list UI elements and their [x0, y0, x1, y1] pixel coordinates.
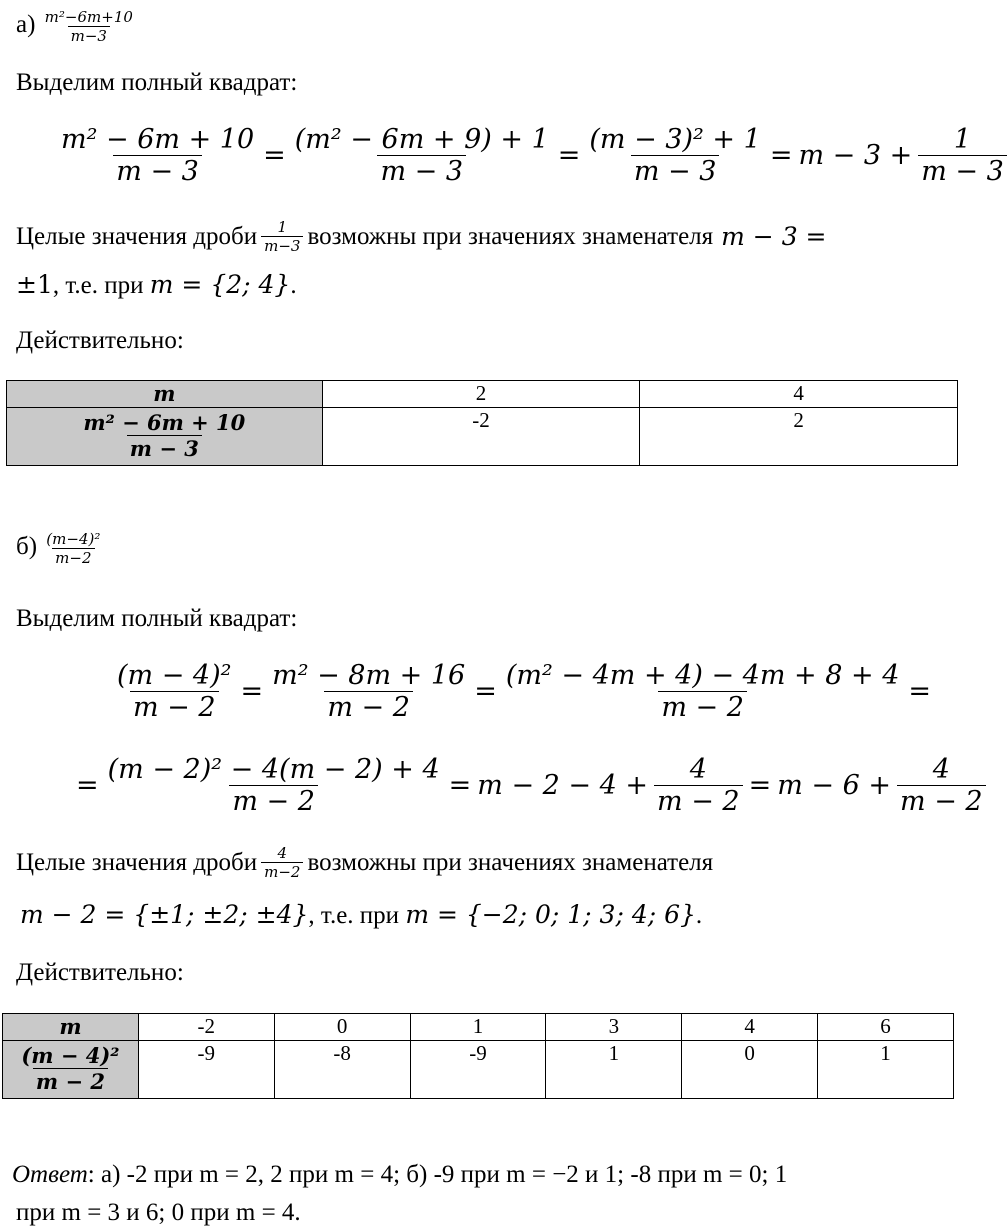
part-b-title-fraction	[43, 530, 103, 567]
table-cell: 2	[322, 381, 640, 408]
fraction-numerator: (m² − 4m + 4) − 4m + 8 + 4	[505, 660, 900, 691]
fraction-denominator: m − 3	[631, 155, 720, 187]
table-cell: 1	[410, 1014, 546, 1041]
fraction-numerator: m² − 6m + 10	[61, 124, 255, 155]
fraction-denominator: m − 2	[229, 785, 318, 817]
table-cell: 2	[640, 408, 958, 466]
fraction-denominator: m − 2	[658, 691, 747, 723]
paragraph-text: Целые значения дроби	[16, 848, 258, 876]
fraction-numerator: m²−6m+10	[44, 8, 133, 26]
table-cell: -2	[322, 408, 640, 466]
table-header-cell	[7, 408, 323, 466]
fraction-numerator: (m−4)²	[46, 530, 101, 548]
part-a-paragraph	[16, 218, 827, 255]
equation-expression: m − 3 +	[798, 140, 913, 171]
answer-label: Ответ	[12, 1161, 88, 1188]
part-a-table	[6, 380, 958, 466]
paragraph-text: , т.е. при	[308, 902, 400, 929]
inline-math: m = {−2; 0; 1; 3; 4; 6}	[405, 900, 696, 929]
fraction-numerator: (m − 2)² − 4(m − 2) + 4	[107, 754, 440, 785]
table-cell: -8	[274, 1041, 410, 1099]
part-b-step-heading: Выделим полный квадрат:	[16, 605, 298, 632]
fraction-denominator: m−3	[261, 236, 303, 255]
part-b-equation-line1: $\frac{\text{(m − 4)²}}{m - 2}$ = $\frac{\text{m² − 8m + 16}}{m - 2}$ = $\frac{\text{(m² − 4m + 4) − 4m + 8 + 4}}{m - 2}$ =	[114, 660, 937, 723]
paragraph-text: возможны при значениях знаменателя	[307, 848, 714, 876]
part-a-step-heading: Выделим полный квадрат:	[16, 69, 298, 96]
table-row	[3, 1041, 954, 1099]
part-a-header	[16, 8, 136, 45]
table-row	[3, 1014, 954, 1041]
table-cell: 0	[682, 1041, 818, 1099]
part-b-table	[2, 1013, 954, 1099]
equation-expression: m − 2 − 4 +	[477, 770, 649, 801]
part-b-header	[16, 530, 103, 567]
part-b-equation-line2: = $\frac{\text{(m − 2)² − 4(m − 2) + 4}}{m - 2}$ = m − 2 − 4 + $\frac{4}{m - 2}$ = m − 6 + $\frac{4}{m - 2}$	[76, 754, 986, 817]
fraction-denominator: m−2	[261, 862, 303, 881]
equation-expression: m − 6 +	[777, 770, 892, 801]
fraction-numerator: m² − 6m + 10	[83, 410, 246, 435]
fraction-numerator: (m² − 6m + 9) + 1	[294, 124, 549, 155]
paragraph-text: .	[695, 902, 703, 929]
table-row	[7, 408, 958, 466]
fraction-numerator: 4	[932, 754, 950, 785]
table-cell: 1	[818, 1041, 954, 1099]
fraction-denominator: m − 3	[377, 155, 466, 187]
part-b-paragraph-line2	[20, 900, 702, 931]
fraction-denominator: m − 2	[324, 691, 413, 723]
table-cell: 1	[546, 1041, 682, 1099]
fraction-denominator: m − 2	[33, 1068, 108, 1094]
table-cell: 0	[274, 1014, 410, 1041]
table-cell: 4	[640, 381, 958, 408]
fraction-denominator: m−3	[68, 26, 110, 45]
part-a-verify-label: Действительно:	[16, 327, 184, 354]
part-a-title-fraction	[42, 8, 136, 45]
fraction-numerator: 4	[277, 844, 288, 862]
fraction-numerator: (m − 4)²	[117, 660, 232, 691]
table-cell: -9	[138, 1041, 274, 1099]
paragraph-text: , т.е. при	[52, 272, 144, 299]
fraction-numerator: (m − 4)²	[21, 1043, 120, 1068]
fraction-numerator: 1	[277, 218, 288, 236]
fraction-denominator: m − 3	[113, 155, 202, 187]
table-header-cell: m	[3, 1014, 139, 1041]
paragraph-text: Целые значения дроби	[16, 222, 258, 250]
answer-text: : а) -2 при m = 2, 2 при m = 4; б) -9 при m = −2 и 1; -8 при m = 0; 1	[87, 1161, 788, 1188]
part-a-paragraph-line2	[16, 270, 297, 301]
answer-line1	[12, 1160, 787, 1190]
inline-math: m = {2; 4}	[149, 270, 291, 299]
table-header-cell: m	[7, 381, 323, 408]
table-cell: 3	[546, 1014, 682, 1041]
table-row	[7, 381, 958, 408]
table-cell: -2	[138, 1014, 274, 1041]
answer-line2: при m = 3 и 6; 0 при m = 4.	[16, 1199, 301, 1226]
fraction-denominator: m−2	[52, 548, 94, 567]
paragraph-text: .	[290, 272, 297, 299]
inline-math: m − 2 = {±1; ±2; ±4}	[20, 900, 309, 929]
fraction-denominator: m − 3	[127, 435, 202, 461]
paragraph-text: возможны при значениях знаменателя	[307, 222, 714, 250]
table-cell: 4	[682, 1014, 818, 1041]
table-cell: -9	[410, 1041, 546, 1099]
part-b-paragraph	[16, 844, 713, 881]
fraction-denominator: m − 2	[654, 785, 743, 817]
fraction-numerator: 4	[689, 754, 707, 785]
part-a-label: а)	[16, 11, 36, 39]
inline-math: m − 3 =	[721, 221, 827, 251]
fraction-denominator: m − 2	[897, 785, 986, 817]
fraction-denominator: m − 3	[918, 155, 1007, 187]
part-a-equation: $\frac{\text{m² − 6m + 10}}{m - 3}$ = $\frac{\text{(m² − 6m + 9) + 1}}{m - 3}$ = $\frac{\text{(m − 3)² + 1}}{m - 3}$ = m − 3 + $\frac{1}{m - 3}$	[58, 124, 1007, 187]
part-b-label: б)	[16, 533, 38, 561]
table-header-cell	[3, 1041, 139, 1099]
fraction-numerator: 1	[953, 124, 972, 155]
table-cell: 6	[818, 1014, 954, 1041]
fraction-denominator: m − 2	[130, 691, 219, 723]
part-b-verify-label: Действительно:	[16, 959, 184, 986]
fraction-numerator: m² − 8m + 16	[272, 660, 466, 691]
inline-math: ±1	[16, 270, 53, 299]
fraction-numerator: (m − 3)² + 1	[589, 124, 761, 155]
